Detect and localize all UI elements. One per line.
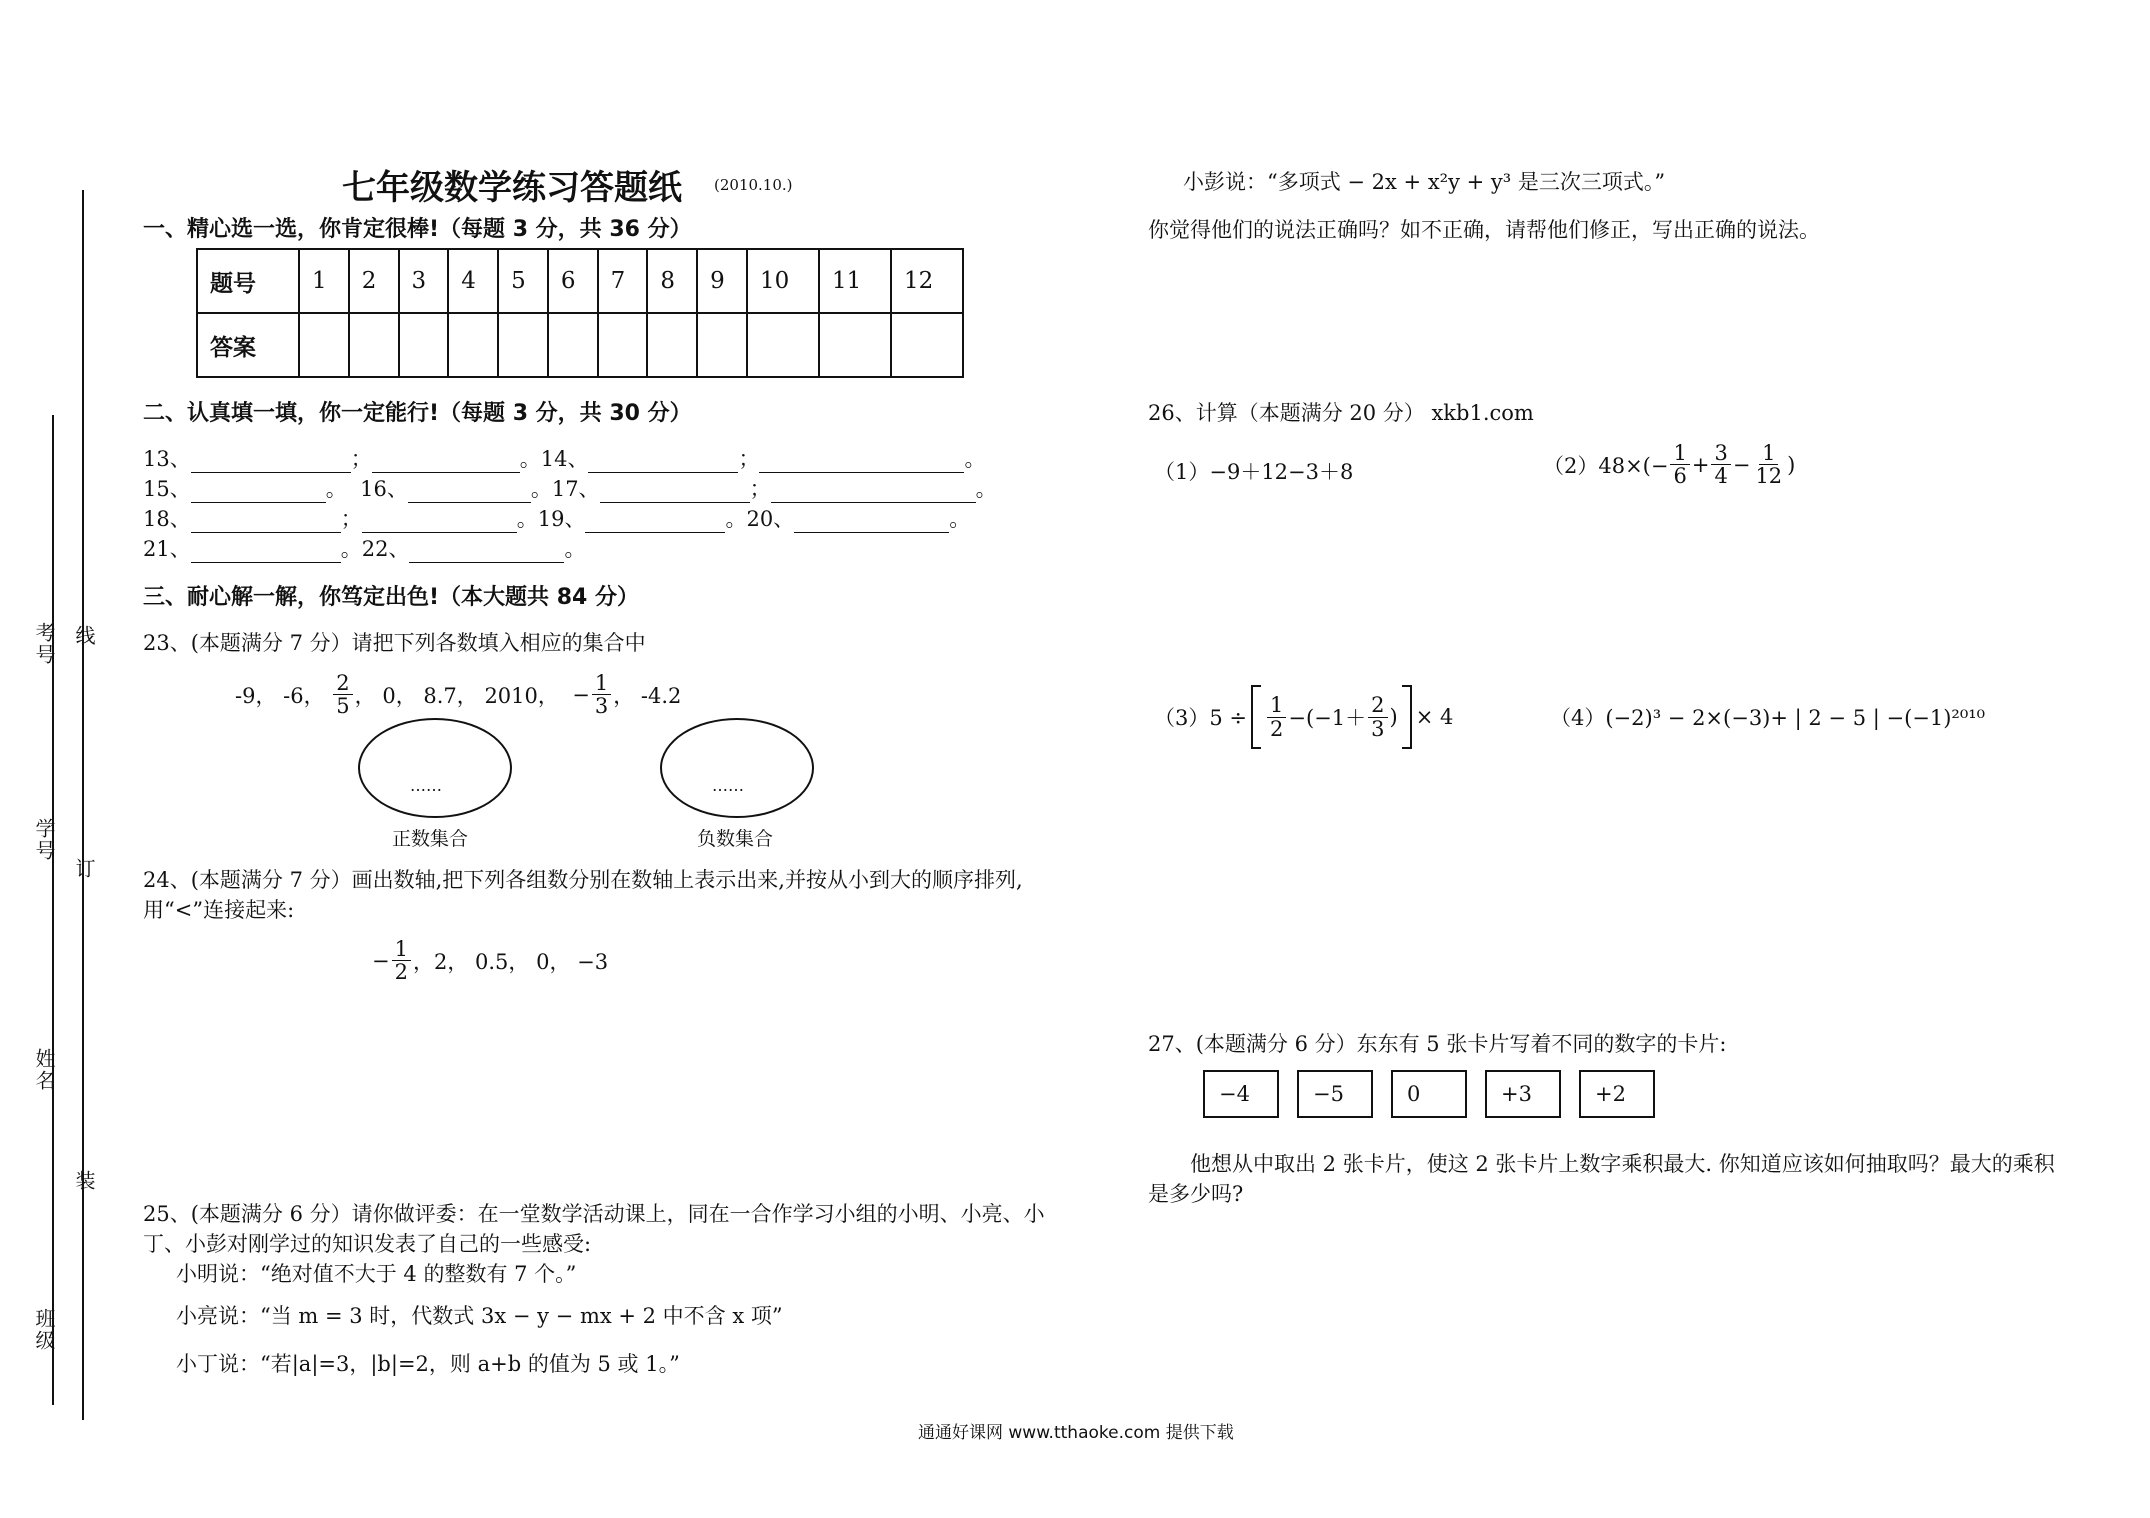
- q-number: 8: [647, 249, 697, 313]
- q25-ding: 小丁说：“若|a|=3，|b|=2，则 a+b 的值为 5 或 1。”: [176, 1352, 680, 1376]
- fill-row-2: [143, 473, 997, 503]
- q26-p3-mid: −(−1＋: [1288, 706, 1367, 730]
- fraction: [392, 938, 411, 983]
- negative-set-label: 负数集合: [697, 828, 774, 850]
- table-row: [197, 313, 963, 377]
- answer-cell[interactable]: [819, 313, 891, 377]
- label-xingming: 姓名: [32, 1048, 56, 1092]
- answer-cell[interactable]: [697, 313, 747, 377]
- fraction: [1711, 442, 1730, 487]
- q23-nums-b: ， 0， 8.7， 2010，: [354, 683, 559, 708]
- answer-cell[interactable]: [498, 313, 548, 377]
- number-card[interactable]: −4: [1203, 1070, 1279, 1118]
- sep: 。: [340, 537, 362, 561]
- q-number: 6: [548, 249, 598, 313]
- label-18: 18、: [143, 507, 191, 531]
- frac-num: 1: [392, 938, 411, 961]
- label-22: 22、: [361, 537, 410, 561]
- right-bracket: [1402, 685, 1412, 749]
- label-banji: 班级: [32, 1308, 56, 1352]
- frac-num: 1: [1267, 694, 1286, 717]
- q-number: 10: [747, 249, 819, 313]
- answer-cell[interactable]: [299, 313, 349, 377]
- q-number: 5: [498, 249, 548, 313]
- q25-liang: 小亮说：“当 m = 3 时，代数式 3x − y − mx + 2 中不含 x 项”: [176, 1304, 783, 1328]
- label-16: 16、: [360, 477, 408, 501]
- q26-p3-post: × 4: [1415, 705, 1454, 729]
- q26-p2-pre: （2）48×(−: [1543, 453, 1669, 478]
- q27-line1: 他想从中取出 2 张卡片，使这 2 张卡片上数字乘积最大. 你知道应该如何抽取吗？最大的乘积: [1190, 1152, 2055, 1176]
- q-number: 12: [891, 249, 963, 313]
- q23-numbers: -9， -6， $\frac{2}{5}$ ， 0， 8.7， 2010， − $\frac{1}{3}$ ， -4.2: [235, 671, 682, 719]
- sep: ；: [749, 477, 771, 501]
- blank-19[interactable]: [585, 510, 725, 533]
- fraction: [1752, 442, 1785, 487]
- label-17: 17、: [551, 477, 600, 501]
- fraction: [592, 672, 611, 717]
- blank-13a[interactable]: [191, 450, 351, 473]
- frac-den: 4: [1714, 464, 1728, 489]
- negative-set-ellipse[interactable]: [660, 718, 814, 818]
- q26-part2: [1543, 442, 1795, 487]
- blank-14a[interactable]: [588, 450, 738, 473]
- frac-den: 5: [336, 694, 350, 719]
- q26-part4: （4）(−2)³ − 2×(−3)+ | 2 − 5 | −(−1)²⁰¹⁰: [1550, 706, 1986, 730]
- footer-text: 通通好课网 www.tthaoke.com 提供下载: [918, 1423, 1234, 1443]
- frac-den: 6: [1673, 464, 1687, 489]
- section3-heading: 三、耐心解一解，你笃定出色!（本大题共 84 分）: [143, 585, 639, 610]
- q25-ming: 小明说：“绝对值不大于 4 的整数有 7 个。”: [176, 1262, 577, 1286]
- q26-part3: [1154, 685, 1453, 749]
- number-card[interactable]: +2: [1579, 1070, 1655, 1118]
- frac-num: 2: [333, 672, 352, 695]
- q-number: 3: [399, 249, 449, 313]
- q26-p3-close: ): [1389, 705, 1398, 729]
- label-kaohao: 考号: [32, 622, 56, 666]
- answer-cell[interactable]: [448, 313, 498, 377]
- q24-line2: 用“<”连接起来:: [143, 898, 295, 922]
- label-zhuang: 装: [72, 1170, 96, 1192]
- q26-heading: 26、计算（本题满分 20 分） xkb1.com: [1148, 401, 1534, 425]
- frac-den: 2: [394, 960, 408, 985]
- left-bracket: [1251, 685, 1261, 749]
- q25-line1: 25、(本题满分 6 分）请你做评委：在一堂数学活动课上，同在一合作学习小组的小明、小亮、小: [143, 1202, 1045, 1226]
- blank-22[interactable]: [409, 540, 564, 563]
- table-row: [197, 249, 963, 313]
- q25-ask: 你觉得他们的说法正确吗？如不正确，请帮他们修正，写出正确的说法。: [1148, 218, 1820, 242]
- q27-heading: 27、(本题满分 6 分）东东有 5 张卡片写着不同的数字的卡片:: [1148, 1032, 1727, 1056]
- q26-part1: （1）−9＋12−3＋8: [1154, 460, 1354, 484]
- q-number: 9: [697, 249, 747, 313]
- answer-cell[interactable]: [647, 313, 697, 377]
- blank-13b[interactable]: [372, 450, 520, 473]
- blank-17a[interactable]: [600, 480, 750, 503]
- label-13: 13、: [143, 447, 191, 471]
- fraction: [1670, 442, 1689, 487]
- frac-den: 3: [594, 694, 609, 719]
- fill-row-4: [143, 533, 585, 563]
- fill-row-1: [143, 443, 985, 473]
- positive-set-label: 正数集合: [392, 828, 469, 850]
- frac-den: 12: [1755, 464, 1783, 489]
- q24-line1: 24、(本题满分 7 分）画出数轴,把下列各组数分别在数轴上表示出来,并按从小到大的顺序排列,: [143, 868, 1023, 892]
- binding-line-left: [52, 415, 54, 1405]
- q26-p2-post: ): [1787, 452, 1796, 477]
- q-number: 1: [299, 249, 349, 313]
- q26-p3-pre: （3）5 ÷: [1154, 706, 1247, 730]
- exam-date: (2010.10.): [714, 176, 793, 194]
- q23-text: 23、(本题满分 7 分）请把下列各数填入相应的集合中: [143, 631, 646, 655]
- q23-nums-a: -9， -6，: [235, 683, 325, 708]
- sep: 。: [725, 507, 747, 531]
- positive-set-dots: ……: [410, 776, 442, 795]
- sep: 。: [975, 477, 997, 501]
- sep: 。: [564, 537, 586, 561]
- q27-line2: 是多少吗?: [1148, 1182, 1244, 1206]
- blank-14b[interactable]: [759, 450, 964, 473]
- page-title: 七年级数学练习答题纸: [342, 168, 682, 208]
- frac-den: 3: [1371, 716, 1385, 741]
- sep: 。: [519, 447, 541, 471]
- blank-15[interactable]: [191, 480, 326, 503]
- section2-heading: 二、认真填一填，你一定能行!（每题 3 分，共 30 分）: [143, 401, 692, 426]
- sep: 。: [949, 507, 971, 531]
- fraction: [1368, 694, 1387, 739]
- frac-num: 3: [1711, 442, 1730, 465]
- op-minus: −: [1732, 452, 1751, 477]
- answer-cell[interactable]: [598, 313, 648, 377]
- positive-set-ellipse[interactable]: [358, 718, 512, 818]
- op-plus: +: [1691, 452, 1710, 477]
- label-14: 14、: [540, 447, 589, 471]
- label-xuehao: 学号: [32, 818, 56, 862]
- answer-cell[interactable]: [548, 313, 598, 377]
- label-xian: 线: [72, 625, 96, 647]
- q-number: 4: [448, 249, 498, 313]
- sep: ；: [350, 447, 372, 471]
- q-number: 7: [598, 249, 648, 313]
- q24-numbers: − $\frac{1}{2}$ ，2， 0.5， 0， −3: [372, 937, 609, 985]
- section1-heading: 一、精心选一选，你肯定很棒!（每题 3 分，共 36 分）: [143, 217, 692, 242]
- q-number: 2: [349, 249, 399, 313]
- fraction: [333, 672, 352, 717]
- q25-line2: 丁、小彭对刚学过的知识发表了自己的一些感受:: [143, 1232, 592, 1256]
- number-card[interactable]: 0: [1391, 1070, 1467, 1118]
- answer-table: [196, 248, 964, 378]
- sep: 。: [530, 477, 552, 501]
- binding-line-right: [82, 190, 84, 1420]
- q-number: 11: [819, 249, 891, 313]
- frac-num: 1: [1670, 442, 1689, 465]
- frac-den: 2: [1270, 716, 1284, 741]
- label-21: 21、: [143, 537, 191, 561]
- label-15: 15、: [143, 477, 191, 501]
- blank-17b[interactable]: [771, 480, 976, 503]
- sep: 。: [325, 477, 347, 501]
- frac-num: 2: [1368, 694, 1387, 717]
- q25-peng: 小彭说：“多项式 − 2x + x²y + y³ 是三次三项式。”: [1183, 170, 1666, 194]
- answer-cell[interactable]: [891, 313, 963, 377]
- fill-row-3: [143, 503, 970, 533]
- row-label-a: 答案: [197, 313, 299, 377]
- row-label-q: 题号: [197, 249, 299, 313]
- negative-set-dots: ……: [712, 776, 744, 795]
- label-19: 19、: [537, 507, 586, 531]
- sep: ；: [340, 507, 362, 531]
- fraction: [1267, 694, 1286, 739]
- sep: 。: [516, 507, 538, 531]
- q23-nums-c: ， -4.2: [613, 683, 682, 708]
- blank-18b[interactable]: [362, 510, 517, 533]
- answer-cell[interactable]: [747, 313, 819, 377]
- sep: 。: [964, 447, 986, 471]
- frac-num: 1: [1759, 442, 1778, 465]
- q24-rest: ，2， 0.5， 0， −3: [412, 949, 609, 974]
- answer-cell[interactable]: [399, 313, 449, 377]
- number-card[interactable]: +3: [1485, 1070, 1561, 1118]
- sep: ；: [738, 447, 760, 471]
- label-20: 20、: [746, 507, 795, 531]
- frac-num: 1: [592, 672, 611, 695]
- blank-21[interactable]: [191, 540, 341, 563]
- number-card[interactable]: −5: [1297, 1070, 1373, 1118]
- blank-18a[interactable]: [191, 510, 341, 533]
- blank-16[interactable]: [408, 480, 531, 503]
- answer-cell[interactable]: [349, 313, 399, 377]
- label-ding: 订: [72, 858, 96, 880]
- blank-20[interactable]: [794, 510, 949, 533]
